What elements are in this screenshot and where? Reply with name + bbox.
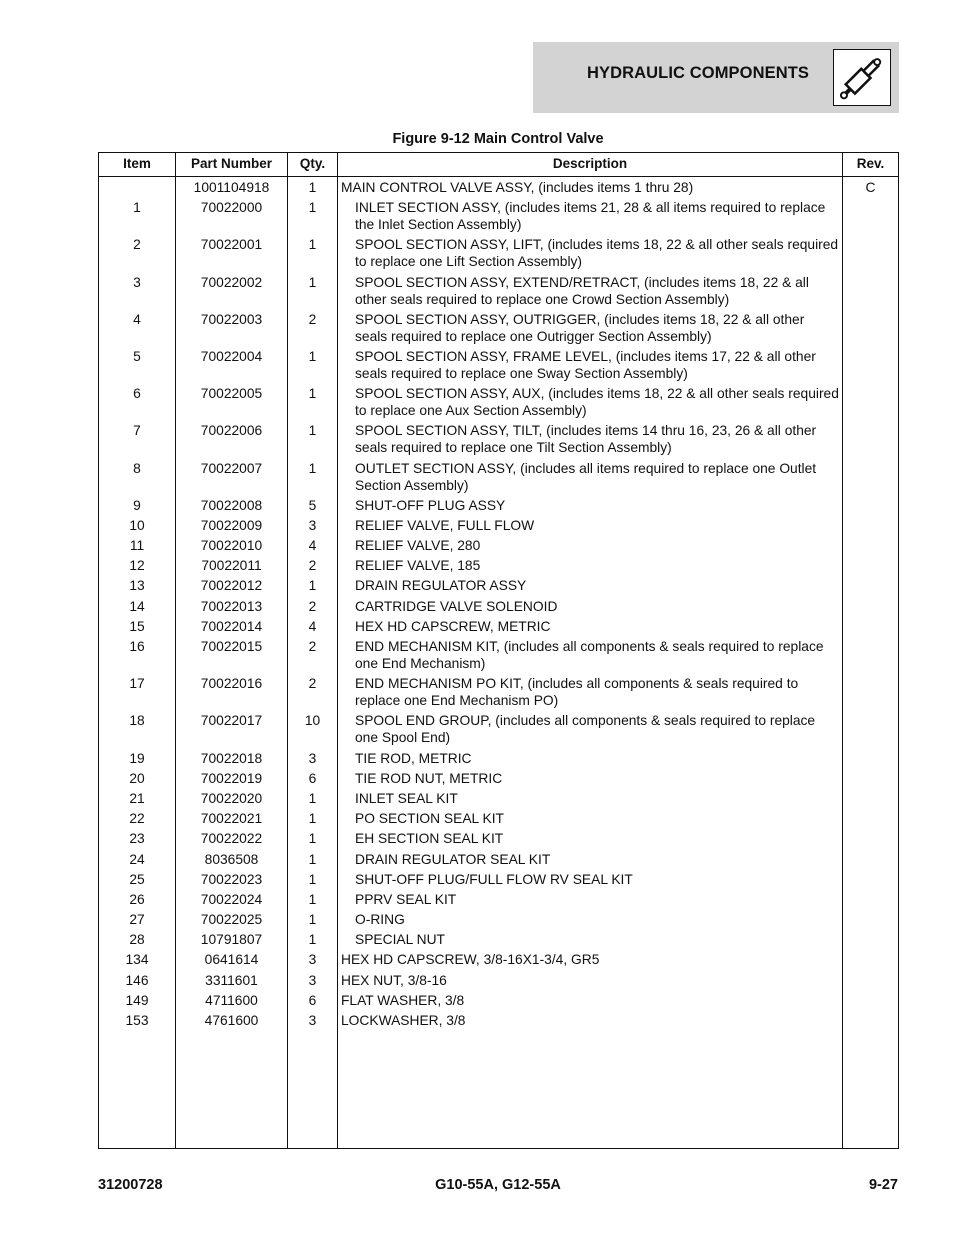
- part-number: 70022010: [200, 538, 263, 554]
- item-number: 9: [133, 497, 141, 513]
- item-number: 2: [133, 237, 141, 253]
- item-number: 22: [129, 811, 145, 827]
- quantity: 1: [308, 811, 317, 827]
- table-row: [99, 770, 898, 787]
- part-number: 1001104918: [193, 180, 270, 195]
- quantity: 1: [308, 460, 317, 476]
- quantity: 4: [308, 538, 317, 554]
- quantity: 3: [308, 1013, 317, 1028]
- parts-table: [98, 152, 899, 1149]
- model-numbers: G10-55A, G12-55A: [435, 1177, 561, 1193]
- item-number: 28: [129, 932, 145, 948]
- part-number: 70022006: [200, 423, 263, 439]
- description: PO SECTION SEAL KIT: [355, 811, 504, 827]
- quantity: 1: [308, 851, 317, 867]
- column-header-item: Item: [123, 156, 151, 171]
- item-number: 20: [129, 770, 145, 786]
- item-number: 14: [129, 598, 145, 614]
- description: SPECIAL NUT: [355, 932, 445, 948]
- item-number: 18: [129, 713, 145, 729]
- table-row: [99, 750, 898, 767]
- description: INLET SEAL KIT: [355, 790, 458, 806]
- description: HEX HD CAPSCREW, 3/8-16X1-3/4, GR5: [341, 952, 600, 968]
- part-number: 70022013: [200, 598, 263, 614]
- description: END MECHANISM PO KIT, (includes all components & seals required to replace one End Mechanism PO): [355, 676, 799, 709]
- item-number: 17: [129, 676, 145, 692]
- description: FLAT WASHER, 3/8: [341, 992, 465, 1008]
- item-number: 13: [129, 578, 145, 594]
- quantity: 1: [308, 891, 317, 907]
- item-number: 12: [129, 558, 145, 574]
- item-number: 153: [125, 1013, 149, 1028]
- description: DRAIN REGULATOR ASSY: [355, 578, 527, 594]
- table-row: [99, 712, 898, 746]
- part-number: 70022017: [200, 713, 263, 729]
- description: SPOOL SECTION ASSY, OUTRIGGER, (includes items 18, 22 & all other seals required to replace one Outrigger Section Assembly): [355, 311, 805, 344]
- quantity: 3: [308, 952, 317, 968]
- table-row: [99, 236, 898, 270]
- item-number: 16: [129, 639, 145, 654]
- quantity: 1: [308, 237, 317, 253]
- part-number: 70022001: [200, 237, 263, 253]
- section-header: [533, 42, 899, 113]
- description: MAIN CONTROL VALVE ASSY, (includes items 1 thru 28): [341, 180, 694, 195]
- item-number: 23: [129, 831, 145, 847]
- hydraulic-cylinder-icon: [833, 49, 891, 106]
- description: OUTLET SECTION ASSY, (includes all items required to replace one Outlet Section Assembly): [355, 460, 817, 493]
- description: INLET SECTION ASSY, (includes items 21, 28 & all items required to replace the Inlet Section Assembly): [355, 200, 826, 233]
- table-row: [99, 851, 898, 868]
- part-number: 70022025: [200, 912, 263, 928]
- item-number: 6: [133, 386, 141, 402]
- table-row: [99, 385, 898, 419]
- description: SPOOL SECTION ASSY, FRAME LEVEL, (includes items 17, 22 & all other seals required to replace one Sway Section Assembly): [355, 348, 816, 381]
- description: DRAIN REGULATOR SEAL KIT: [355, 851, 551, 867]
- item-number: 149: [125, 992, 149, 1008]
- part-number: 70022005: [200, 386, 263, 402]
- quantity: 1: [308, 578, 317, 594]
- part-number: 3311601: [205, 972, 258, 988]
- description: RELIEF VALVE, 280: [355, 538, 481, 554]
- description: HEX NUT, 3/8-16: [341, 972, 447, 988]
- table-body: [99, 179, 898, 1032]
- table-row: [99, 931, 898, 948]
- part-number: 70022024: [200, 891, 263, 907]
- quantity: 1: [308, 871, 317, 887]
- description: TIE ROD, METRIC: [355, 750, 472, 766]
- column-header-rev: Rev.: [856, 156, 885, 171]
- part-number: 70022002: [200, 274, 263, 290]
- table-row: [99, 675, 898, 709]
- table-row: [99, 1012, 898, 1029]
- quantity: 4: [308, 618, 317, 634]
- page-number: 9-27: [868, 1177, 898, 1193]
- description: RELIEF VALVE, 185: [355, 558, 481, 574]
- part-number: 70022008: [200, 497, 263, 513]
- item-number: 5: [133, 348, 141, 364]
- item-number: 27: [129, 912, 145, 928]
- quantity: 3: [308, 750, 317, 766]
- item-number: 25: [129, 871, 145, 887]
- description: SHUT-OFF PLUG ASSY: [355, 497, 506, 513]
- description: LOCKWASHER, 3/8: [341, 1013, 466, 1028]
- table-row: [99, 891, 898, 908]
- table-row: [99, 790, 898, 807]
- part-number: 70022014: [200, 618, 263, 634]
- table-row: [99, 951, 898, 968]
- quantity: 2: [308, 598, 317, 614]
- quantity: 10: [304, 713, 321, 729]
- item-number: 1: [133, 200, 141, 216]
- part-number: 0641614: [204, 952, 259, 968]
- description: RELIEF VALVE, FULL FLOW: [355, 517, 535, 533]
- quantity: 1: [308, 423, 317, 439]
- column-header-qty: Qty.: [299, 156, 326, 171]
- quantity: 1: [308, 932, 317, 948]
- header-divider: [99, 176, 898, 177]
- part-number: 70022021: [200, 811, 263, 827]
- part-number: 8036508: [204, 851, 259, 867]
- part-number: 70022009: [200, 517, 263, 533]
- part-number: 10791807: [200, 932, 263, 948]
- table-row: [99, 871, 898, 888]
- item-number: 24: [129, 851, 145, 867]
- part-number: 70022003: [200, 311, 263, 327]
- part-number: 70022020: [200, 790, 263, 806]
- item-number: 3: [133, 274, 141, 290]
- quantity: 1: [308, 790, 317, 806]
- table-row: [99, 460, 898, 494]
- item-number: 11: [129, 538, 145, 554]
- table-row: [99, 992, 898, 1009]
- part-number: 70022016: [200, 676, 263, 692]
- table-row: [99, 557, 898, 574]
- quantity: 3: [308, 972, 317, 988]
- document-number: 31200728: [98, 1177, 163, 1193]
- description: CARTRIDGE VALVE SOLENOID: [355, 598, 558, 614]
- table-row: [99, 618, 898, 635]
- item-number: 19: [129, 750, 145, 766]
- part-number: 70022015: [200, 639, 263, 654]
- description: HEX HD CAPSCREW, METRIC: [355, 618, 551, 634]
- quantity: 1: [308, 831, 317, 847]
- table-row: [99, 422, 898, 456]
- description: SPOOL END GROUP, (includes all components & seals required to replace one Spool End): [355, 713, 816, 746]
- description: END MECHANISM KIT, (includes all components & seals required to replace one End Mechanism): [355, 639, 824, 671]
- table-row: [99, 911, 898, 928]
- item-number: 8: [133, 460, 141, 476]
- item-number: 15: [129, 618, 145, 634]
- section-title: HYDRAULIC COMPONENTS: [587, 64, 810, 82]
- quantity: 1: [308, 348, 317, 364]
- table-row: [99, 810, 898, 827]
- column-header-part-number: Part Number: [190, 156, 273, 171]
- part-number: 70022011: [201, 558, 262, 574]
- table-row: [99, 972, 898, 989]
- part-number: 70022019: [200, 770, 263, 786]
- table-row: [99, 348, 898, 382]
- quantity: 2: [308, 311, 317, 327]
- quantity: 2: [308, 676, 317, 692]
- part-number: 4761600: [204, 1013, 259, 1028]
- part-number: 70022022: [200, 831, 263, 847]
- quantity: 5: [308, 497, 317, 513]
- part-number: 4711600: [205, 992, 258, 1008]
- table-row: [99, 179, 898, 196]
- quantity: 1: [308, 180, 317, 195]
- quantity: 1: [308, 386, 317, 402]
- table-row: [99, 537, 898, 554]
- table-row: [99, 638, 898, 672]
- description: PPRV SEAL KIT: [355, 891, 457, 907]
- quantity: 6: [308, 992, 317, 1008]
- item-number: 4: [133, 311, 141, 327]
- description: SPOOL SECTION ASSY, EXTEND/RETRACT, (includes items 18, 22 & all other seals required to replace one Crowd Section Assembly): [355, 274, 809, 307]
- table-row: [99, 598, 898, 615]
- table-row: [99, 311, 898, 345]
- quantity: 1: [308, 200, 317, 216]
- item-number: 10: [129, 517, 145, 533]
- part-number: 70022023: [200, 871, 263, 887]
- quantity: 1: [308, 274, 317, 290]
- description: TIE ROD NUT, METRIC: [355, 770, 503, 786]
- item-number: 26: [129, 891, 145, 907]
- table-row: [99, 199, 898, 233]
- revision: C: [865, 180, 876, 195]
- item-number: 134: [125, 952, 149, 968]
- table-row: [99, 497, 898, 514]
- quantity: 2: [308, 639, 317, 654]
- item-number: 21: [129, 790, 145, 806]
- part-number: 70022004: [200, 348, 263, 364]
- table-row: [99, 274, 898, 308]
- description: EH SECTION SEAL KIT: [355, 831, 504, 847]
- table-row: [99, 517, 898, 534]
- table-row: [99, 830, 898, 847]
- item-number: 146: [125, 972, 149, 988]
- figure-title: Figure 9-12 Main Control Valve: [392, 131, 604, 147]
- table-row: [99, 577, 898, 594]
- description: SHUT-OFF PLUG/FULL FLOW RV SEAL KIT: [355, 871, 633, 887]
- part-number: 70022012: [200, 578, 263, 594]
- description: SPOOL SECTION ASSY, TILT, (includes items 14 thru 16, 23, 26 & all other seals required to replace one Tilt Section Assembly): [355, 423, 817, 456]
- item-number: 7: [133, 423, 141, 439]
- quantity: 3: [308, 517, 317, 533]
- description: O-RING: [355, 912, 405, 928]
- part-number: 70022007: [200, 460, 263, 476]
- part-number: 70022000: [200, 200, 263, 216]
- description: SPOOL SECTION ASSY, AUX, (includes items 18, 22 & all other seals required to replace one Aux Section Assembly): [355, 386, 839, 419]
- quantity: 6: [308, 770, 317, 786]
- description: SPOOL SECTION ASSY, LIFT, (includes items 18, 22 & all other seals required to replace one Lift Section Assembly): [355, 237, 839, 270]
- part-number: 70022018: [200, 750, 263, 766]
- column-header-description: Description: [552, 156, 628, 171]
- quantity: 2: [308, 558, 317, 574]
- quantity: 1: [308, 912, 317, 928]
